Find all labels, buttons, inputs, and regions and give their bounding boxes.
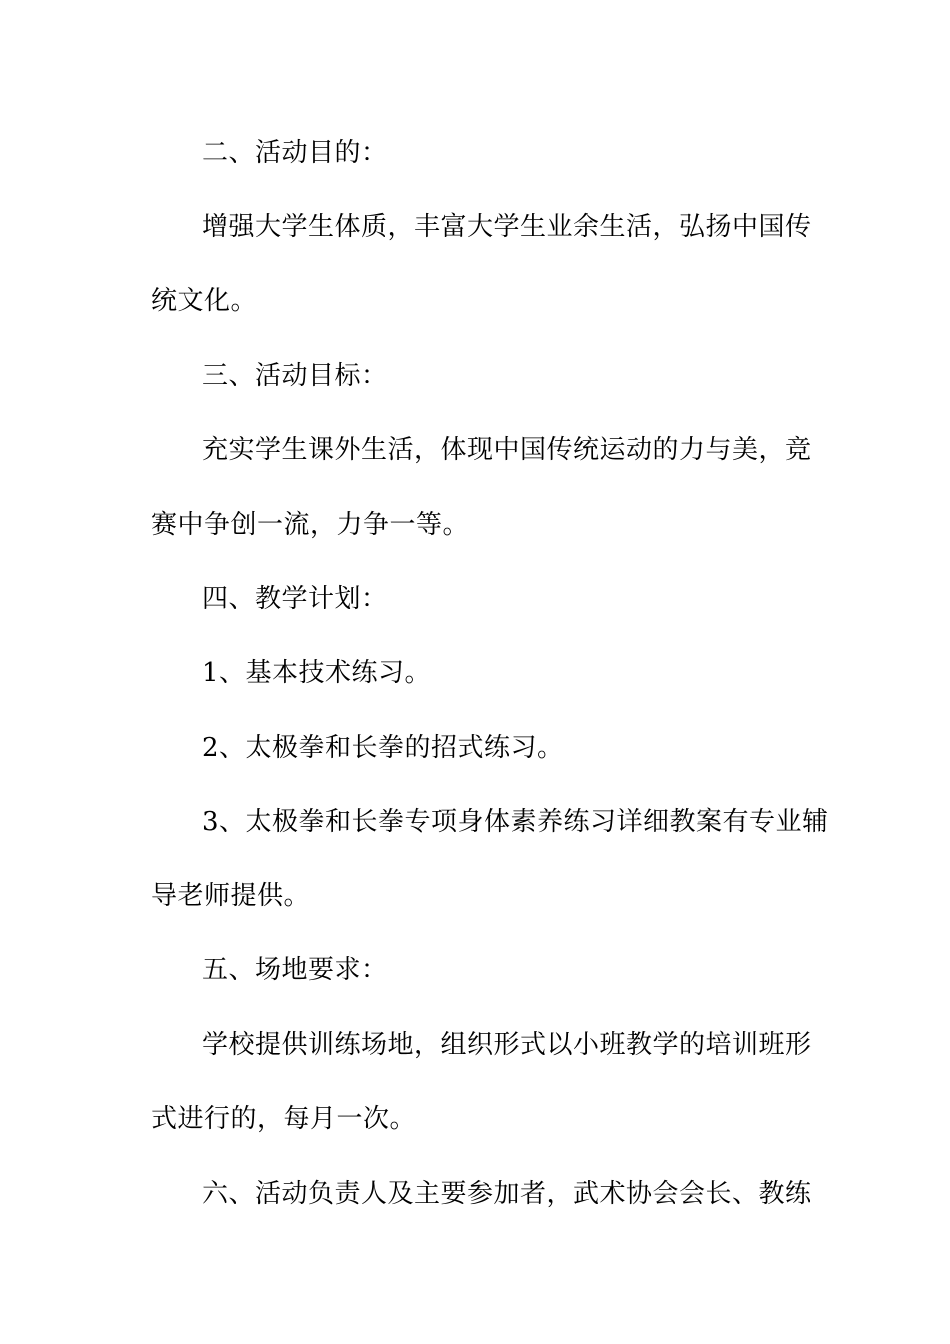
paragraph-line: 学校提供训练场地，组织形式以小班教学的培训班形 [202, 1030, 812, 1060]
paragraph-line: 统文化。 [151, 286, 258, 316]
heading-purpose: 二、活动目的： [202, 138, 388, 168]
paragraph-line: 式进行的，每月一次。 [151, 1104, 417, 1134]
list-item: 1、基本技术练习。 [202, 658, 432, 688]
heading-goal: 三、活动目标： [202, 361, 388, 391]
list-item: 2、太极拳和长拳的招式练习。 [202, 733, 564, 763]
list-item: 3、太极拳和长拳专项身体素养练习详细教案有专业辅 [202, 807, 829, 837]
paragraph-line: 赛中争创一流，力争一等。 [151, 510, 470, 540]
paragraph-line: 增强大学生体质，丰富大学生业余生活，弘扬中国传 [202, 212, 812, 242]
paragraph-line: 充实学生课外生活，体现中国传统运动的力与美，竞 [202, 435, 812, 465]
heading-organizers: 六、活动负责人及主要参加者，武术协会会长、教练 [202, 1179, 812, 1209]
heading-teaching-plan: 四、教学计划： [202, 584, 388, 614]
heading-venue: 五、场地要求： [202, 955, 388, 985]
paragraph-line: 导老师提供。 [151, 881, 311, 911]
